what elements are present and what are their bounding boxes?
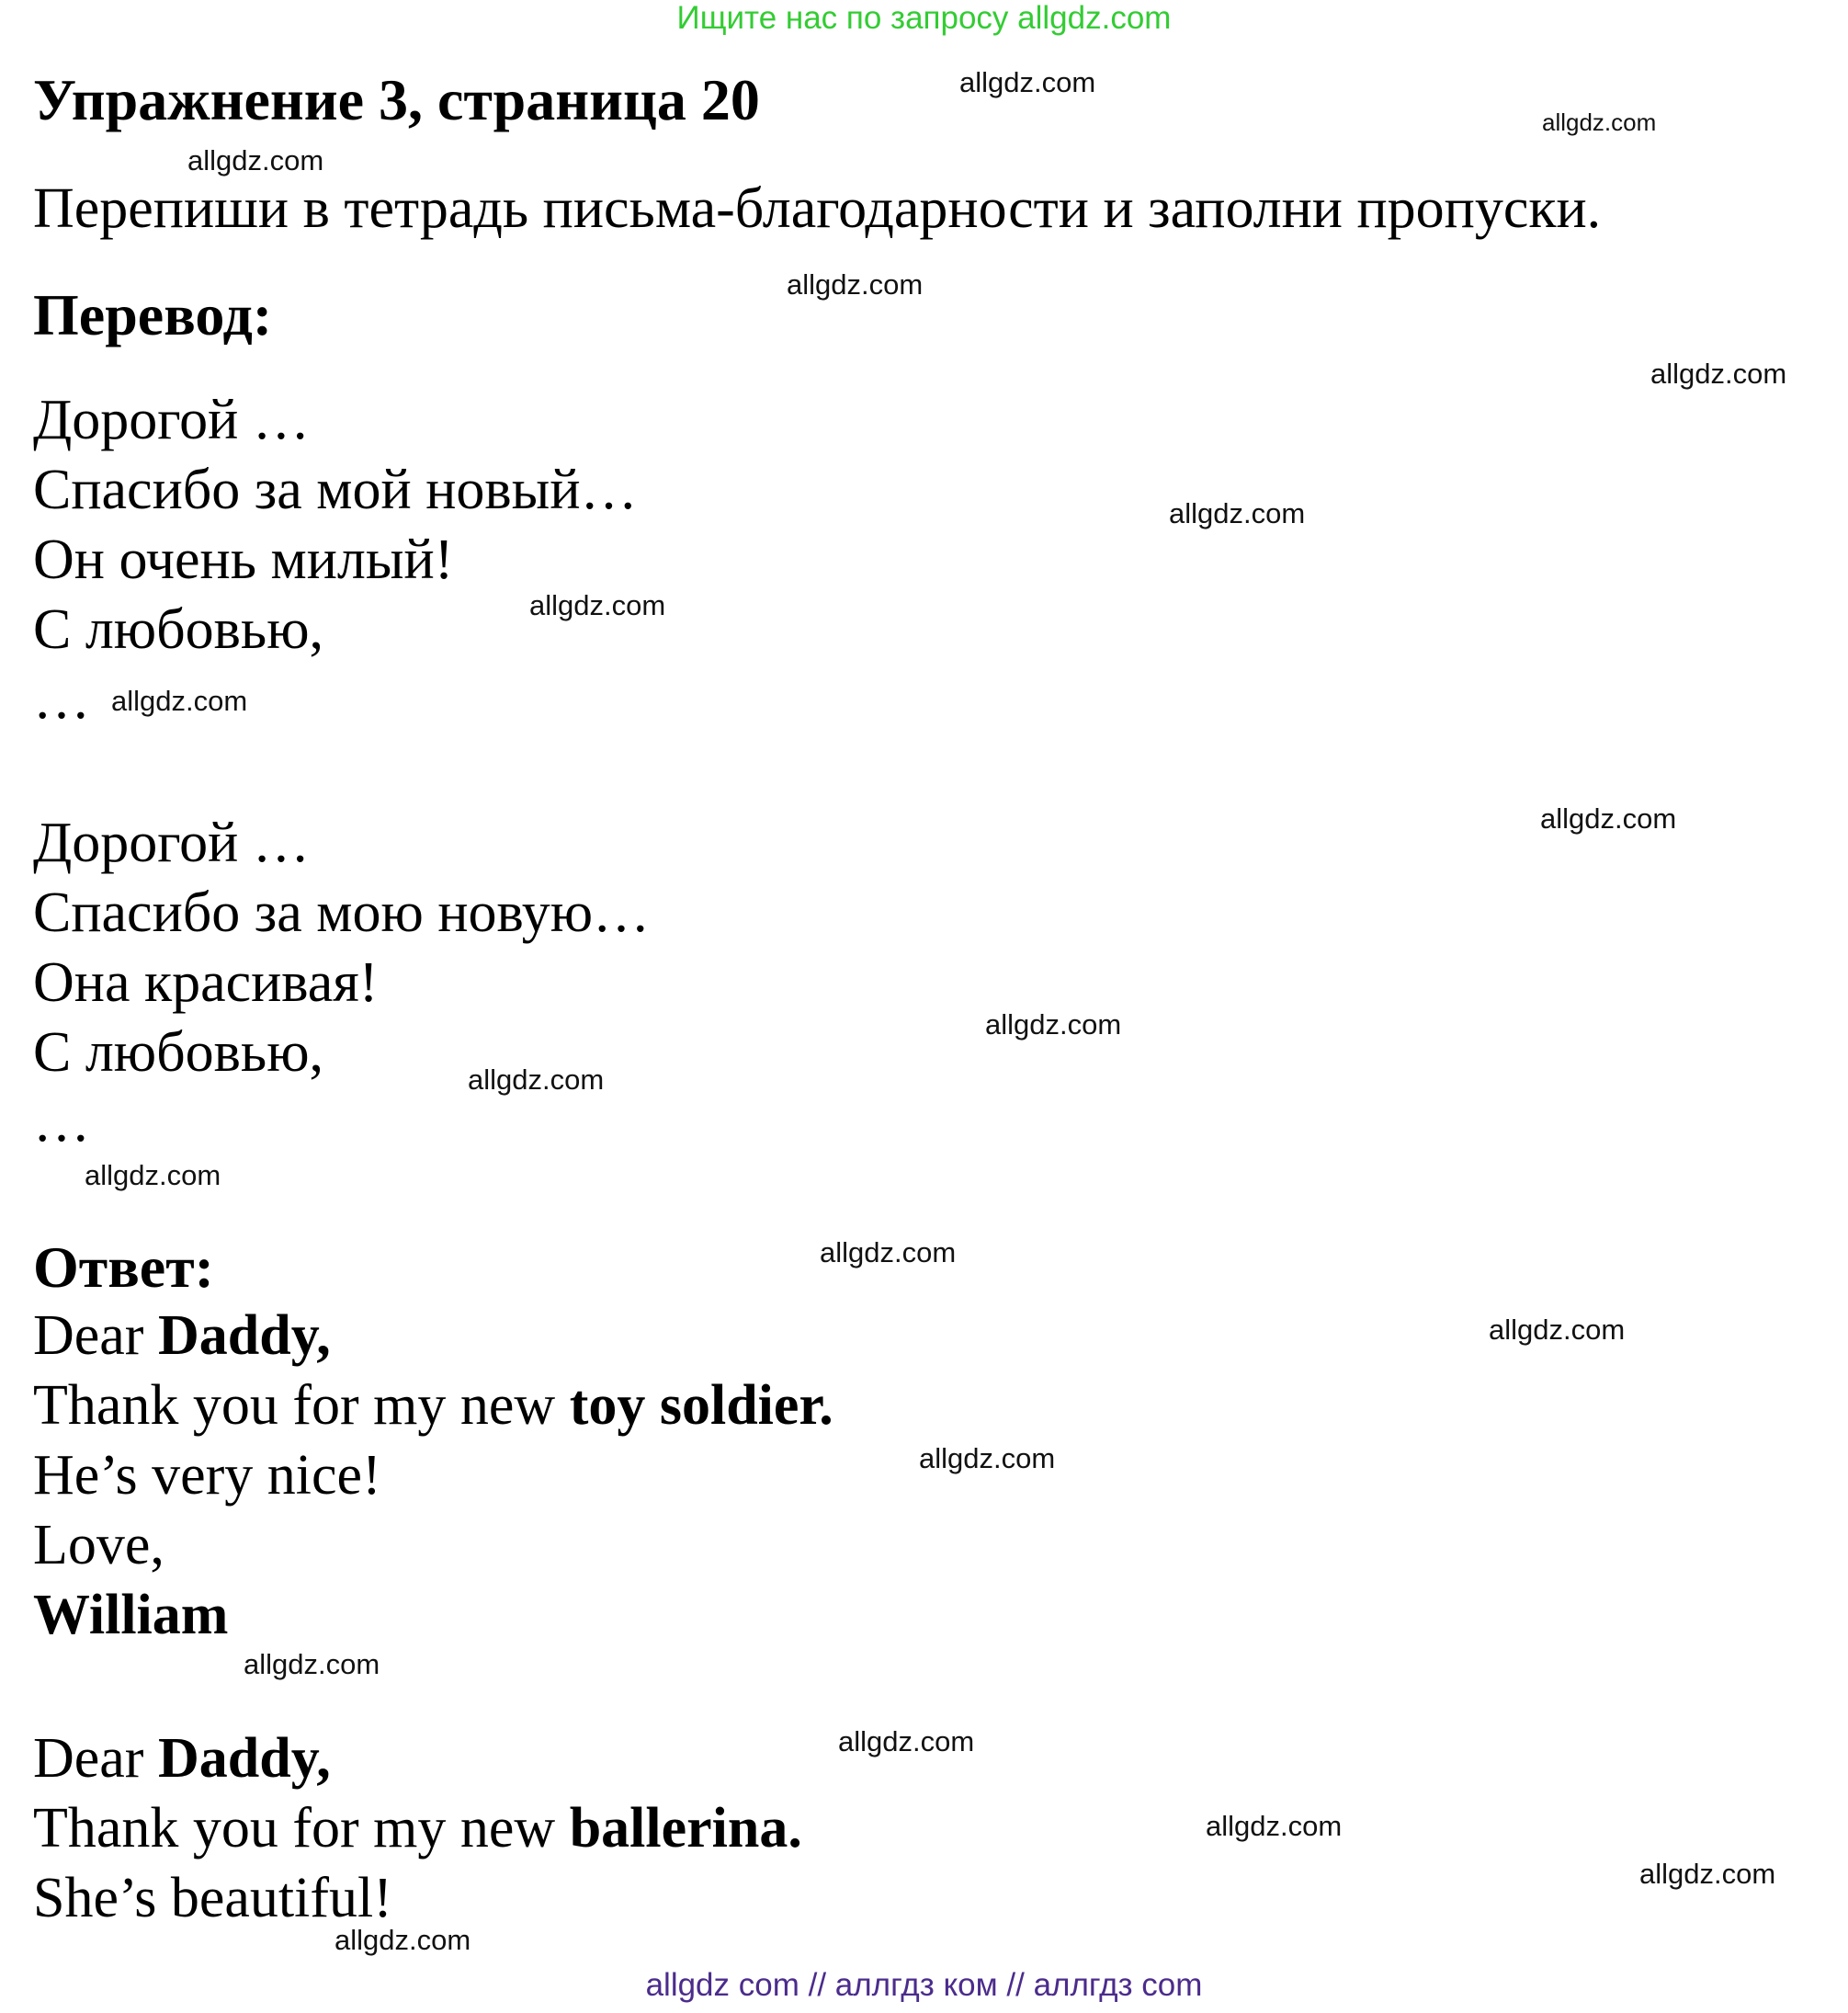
greeting-prefix: Dear [33,1727,158,1790]
thanks-prefix: Thank you for my new [33,1797,570,1859]
bottom-banner: allgdz com // аллгдз ком // аллгдз com [645,1967,1203,2003]
watermark: allgdz.com [468,1063,605,1096]
watermark: allgdz.com [838,1725,975,1757]
closing-line: Love, [33,1514,164,1576]
watermark: allgdz.com [1489,1314,1626,1346]
greeting-name: Daddy, [157,1304,331,1367]
translation-heading: Перевод: [33,282,273,347]
letter-line: Спасибо за мою новую… [33,881,651,944]
watermark: allgdz.com [1639,1858,1776,1890]
thanks-prefix: Thank you for my new [33,1374,570,1437]
watermark: allgdz.com [787,268,924,301]
letter-line: Дорогой … [33,812,310,874]
watermark: allgdz.com [1540,802,1677,835]
greeting-line [33,1726,331,1791]
watermark: allgdz.com [334,1924,471,1956]
letter-line: … [33,1091,90,1154]
watermark: allgdz.com [1650,358,1787,390]
exercise-title: Упражнение 3, страница 20 [33,67,760,132]
watermark: allgdz.com [111,685,248,717]
watermark: allgdz.com [820,1236,957,1268]
comment-line: He’s very nice! [33,1444,381,1507]
gift-word: ballerina. [569,1797,802,1859]
letter-line: Спасибо за мой новый… [33,459,638,521]
gift-word: toy soldier. [569,1374,833,1437]
greeting-line [33,1303,331,1369]
letter-line: С любовью, [33,598,324,661]
watermark: allgdz.com [959,66,1096,98]
watermark: allgdz.com [985,1008,1122,1041]
task-text: Перепиши в тетрадь письма-благодарности и заполни пропуски. [33,177,1602,240]
letter-line: Он очень милый! [33,529,454,591]
letter-line: С любовью, [33,1021,324,1084]
comment-line: She’s beautiful! [33,1867,392,1929]
watermark: allgdz.com [1206,1810,1343,1842]
watermark: allgdz.com [244,1648,380,1680]
watermark: allgdz.com [529,589,666,621]
watermark: allgdz.com [1169,497,1306,529]
letter-line: Она красивая! [33,951,379,1014]
watermark: allgdz.com [919,1442,1056,1474]
thanks-line [33,1796,802,1861]
letter-line: … [33,668,90,731]
top-banner: Ищите нас по запросу allgdz.com [676,0,1172,36]
greeting-prefix: Dear [33,1304,158,1367]
signature-line: William [33,1584,229,1646]
answer-heading: Ответ: [33,1234,214,1300]
watermark: allgdz.com [187,144,324,176]
greeting-name: Daddy, [157,1727,331,1790]
watermark: allgdz.com [85,1159,221,1191]
watermark: allgdz.com [1542,108,1657,136]
letter-line: Дорогой … [33,389,310,451]
thanks-line [33,1373,833,1439]
